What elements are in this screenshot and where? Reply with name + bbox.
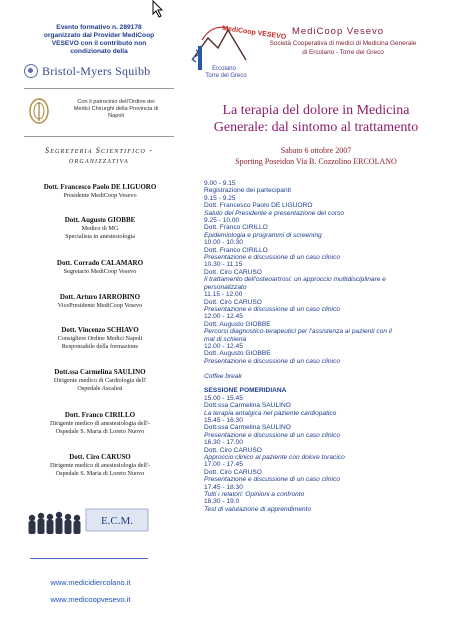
- program-line: 9.25 - 10.00: [204, 217, 240, 225]
- sponsor-line: organizzato dal Provider MediCoop: [43, 32, 155, 39]
- member-role: Dirigente medico di Cardiologia dell': [53, 377, 147, 384]
- mouse-cursor-icon: [152, 0, 166, 18]
- secretariat-member: [20, 293, 180, 310]
- secretariat-member: [20, 216, 180, 240]
- event-title-line: La terapia del dolore in Medicina: [222, 103, 410, 118]
- program-line: 10.00 - 10.30: [204, 239, 243, 247]
- medicoop-name: MediCoop Vesevo: [291, 26, 385, 37]
- member-role: Segretario MediCoop Vesevo: [63, 268, 137, 275]
- program-topic: Presentazione e discussione di un caso clinico: [204, 476, 340, 484]
- program-line: 12.00 - 12.45: [204, 342, 243, 350]
- sponsor-line: Evento formativo n. 289178: [56, 24, 142, 31]
- program-line: Dott.ssa Carmelina SAULINO: [204, 402, 291, 410]
- program-line: 18.30 - 19.0: [204, 498, 240, 506]
- logo-brand-text: MediCoop VESEVO: [221, 25, 287, 41]
- member-name: Dott. Augusto GIOBBE: [64, 216, 136, 224]
- patronage-line: Napoli: [108, 113, 124, 119]
- program-topic: Presentazione e discussione di un caso clinico: [204, 431, 340, 439]
- secretariat-title-line: Segreteria Scientifico -: [44, 146, 154, 155]
- program-spacer: [204, 365, 444, 372]
- member-role: Presidente MediCoop Vesevo: [63, 192, 137, 199]
- program-line: 16.30 - 17.00: [204, 439, 243, 447]
- program-line: Dott. Franco CIRILLO: [204, 246, 268, 254]
- secretariat-title: [24, 146, 174, 166]
- member-role: Medico di MG: [81, 225, 119, 232]
- secretariat-member: [20, 411, 180, 435]
- member-name: Dott. Francesco Paolo DE LIGUORO: [43, 183, 157, 191]
- member-role: Ospedale S. Maria di Loreto Nuovo: [55, 427, 145, 435]
- bristol-myers-squibb-logo: [24, 64, 174, 78]
- logo-place-text: Ercolano: [212, 66, 236, 72]
- event-title-line: Generale: dal sintomo al trattamento: [213, 120, 419, 135]
- program-line: Dott. Ciro CARUSO: [204, 446, 262, 454]
- website-link[interactable]: www.medicidiercolano.it: [50, 578, 131, 587]
- secretariat-member: [20, 259, 180, 276]
- sponsor-notice: [24, 24, 174, 56]
- program-line: Dott. Franco CIRILLO: [204, 224, 268, 232]
- patronage-text: [58, 99, 174, 120]
- program-line: 12.00 - 12.45: [204, 313, 243, 321]
- program-topic: Test di valutazione di apprendimento: [204, 505, 312, 513]
- medicoop-desc-line: di Ercolano - Torre del Greco: [302, 48, 384, 56]
- member-name: Dott. Arturo IARROBINO: [59, 293, 141, 301]
- member-role: Consigliere Ordine Medici Napoli: [57, 335, 143, 342]
- program-line: 15.45 - 16.30: [204, 416, 243, 424]
- medicoop-vesevo-logo: [188, 20, 287, 82]
- member-role: Dirigente medico di anestesiologia dell'-: [49, 462, 151, 469]
- secretariat-member: [20, 368, 180, 392]
- program-topic: Presentazione e discussione di un caso clinico: [204, 254, 340, 262]
- program-line: Dott. Francesco Paolo DE LIGUORO: [204, 202, 313, 210]
- program-topic: Percorsi diagnostico-terapeutici per l'assistenza ai pazienti con il: [204, 328, 392, 336]
- event-date: Sabato 6 ottobre 2007: [280, 146, 352, 155]
- program-topic: Presentazione e discussione di un caso clinico: [204, 305, 340, 313]
- program-topic: mal di schiena: [204, 335, 247, 343]
- member-name: Dott. Ciro CARUSO: [69, 453, 131, 461]
- program-line: 9.00 - 9.15: [204, 180, 236, 187]
- member-name: Dott. Vincenzo SCHIAVO: [61, 326, 139, 334]
- bms-logo-text: Bristol-Myers Squibb: [42, 63, 151, 78]
- program-line: Dott. Ciro CARUSO: [204, 468, 262, 476]
- secretariat-title-line: organizzativa: [69, 156, 129, 165]
- member-name: Dott. Franco CIRILLO: [64, 411, 136, 419]
- divider: [24, 88, 174, 89]
- program-line: Dott. Augusto GIOBBE: [204, 320, 271, 328]
- divider: [30, 558, 148, 559]
- event-venue: Sporting Poseidon Via B. Cozzolino ERCOLANO: [235, 157, 397, 166]
- program-topic: La terapia antalgica nel paziente cardiopatico: [204, 409, 337, 417]
- program-line: Registrazione dei partecipanti: [204, 187, 291, 195]
- member-role: Ospedale S. Maria di Loreto Nuovo: [55, 469, 145, 477]
- ecm-group-image: [26, 505, 152, 537]
- program-line: 11.15 - 12.00: [204, 291, 243, 299]
- program-topic: Approccio clinico al paziente con dolore toracico: [204, 454, 345, 461]
- medicoop-description: [252, 40, 434, 57]
- member-role: Dirigente medico di anestesiologia dell'-: [49, 420, 151, 427]
- patronage-line: Con il patrocinio dell'Ordine dei: [77, 99, 155, 105]
- program-line: Dott.ssa Carmelina SAULINO: [204, 424, 291, 432]
- sponsor-line: condizionato della: [70, 48, 128, 55]
- program-topic: Presentazione e discussione di un caso clinico: [204, 357, 340, 365]
- program-topic: Il trattamento dell'osteoartrosi: un approccio multidisciplinare e: [204, 276, 386, 284]
- member-role: VicePresidente MediCoop Vesevo: [57, 302, 143, 309]
- website-link[interactable]: www.medicoopvesevo.it: [50, 595, 131, 604]
- divider: [24, 136, 174, 137]
- program-topic: Coffee break: [204, 372, 242, 380]
- medicoop-desc-line: Società Cooperativa di medici di Medicina Generale: [269, 40, 417, 47]
- program-topic: Saluto del Presidente e presentazione del corso: [204, 209, 345, 217]
- event-title: [196, 102, 436, 136]
- secretariat-member: [20, 183, 180, 200]
- program-line: Dott. Ciro CARUSO: [204, 298, 262, 306]
- patronage-line: Medici Chirurghi della Provincia di: [73, 106, 159, 112]
- program-line: 15.00 - 15.45: [204, 394, 243, 402]
- secretariat-member: [20, 326, 180, 350]
- program-section-heading: SESSIONE POMERIDIANA: [204, 387, 287, 395]
- program-line: 10.30 - 11.15: [204, 261, 243, 269]
- program-line: 17.00 - 17.45: [204, 461, 243, 469]
- program-line: 9.15 - 9.25: [204, 194, 236, 202]
- sponsor-line: VESEVO con il contributo non: [51, 40, 147, 47]
- member-role: Responsabile della formazione: [61, 342, 139, 350]
- member-role: Ospedale Ascalesi: [77, 384, 123, 392]
- member-role: Specialista in anestesiologia: [65, 232, 135, 240]
- program-spacer: [204, 380, 444, 387]
- program-line: Dott. Augusto GIOBBE: [204, 350, 271, 358]
- bms-mark-icon: [24, 64, 38, 78]
- program-topic: personalizzato: [204, 283, 247, 291]
- program-schedule: [204, 180, 444, 513]
- program-line: Dott. Ciro CARUSO: [204, 268, 262, 276]
- member-name: Dott.ssa Carmelina SAULINO: [54, 368, 146, 376]
- member-name: Dott. Corrado CALAMARO: [56, 259, 144, 267]
- program-topic: Epidemiologia e programmi di screening: [204, 231, 322, 239]
- medical-order-emblem-icon: [28, 97, 50, 125]
- logo-place-text: Torre del Greco: [205, 73, 247, 79]
- ecm-label: E.C.M.: [100, 515, 134, 527]
- program-line: 17.45 - 18.30: [204, 483, 243, 491]
- program-topic: Tutti i relatori: Opinioni a confronto: [204, 491, 305, 499]
- secretariat-member: [20, 453, 180, 477]
